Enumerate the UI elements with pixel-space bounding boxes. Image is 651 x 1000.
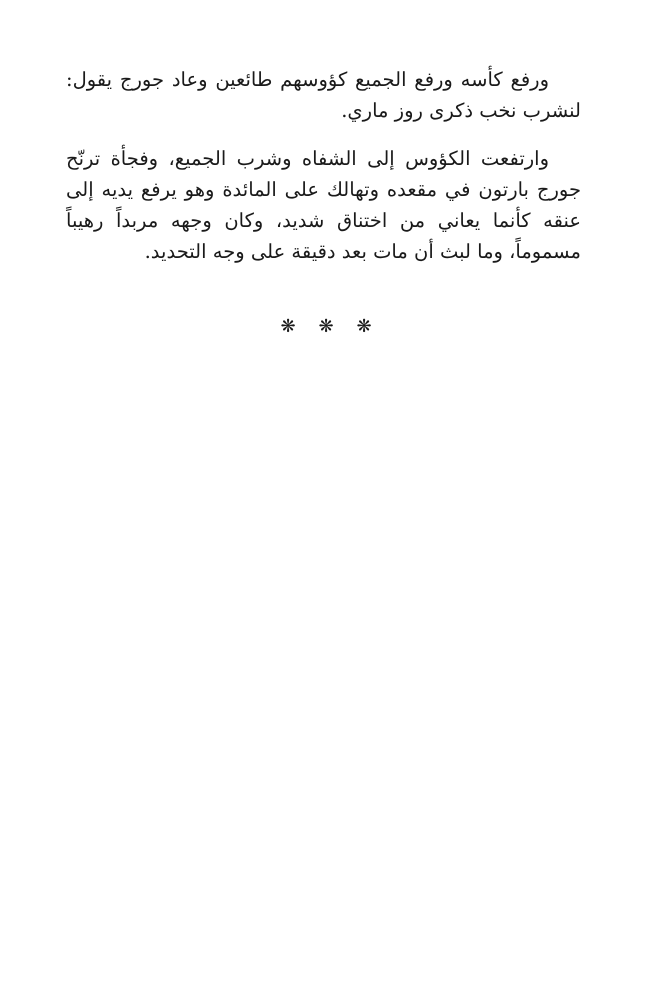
body-text [66, 64, 581, 284]
paragraph-1: ورفع كأسه ورفع الجميع كؤوسهم طائعين وعاد جورج يقول: لنشرب نخب ذكرى روز ماري. [66, 68, 581, 122]
section-separator [0, 316, 651, 337]
asterism-icon: ❋ [356, 316, 372, 337]
paragraph-2: وارتفعت الكؤوس إلى الشفاه وشرب الجميع، وفجأة ترنّح جورج بارتون في مقعده وتهالك على المائدة وهو يرفع يديه إلى عنقه كأنما يعاني من اختناق شديد، وكان وجهه مربداً رهيباً مسموماً، وما لبث أن مات بعد دقيقة على وجه التحديد. [66, 147, 581, 263]
asterism-icon: ❋ [280, 316, 296, 337]
asterism-icon: ❋ [318, 316, 334, 337]
